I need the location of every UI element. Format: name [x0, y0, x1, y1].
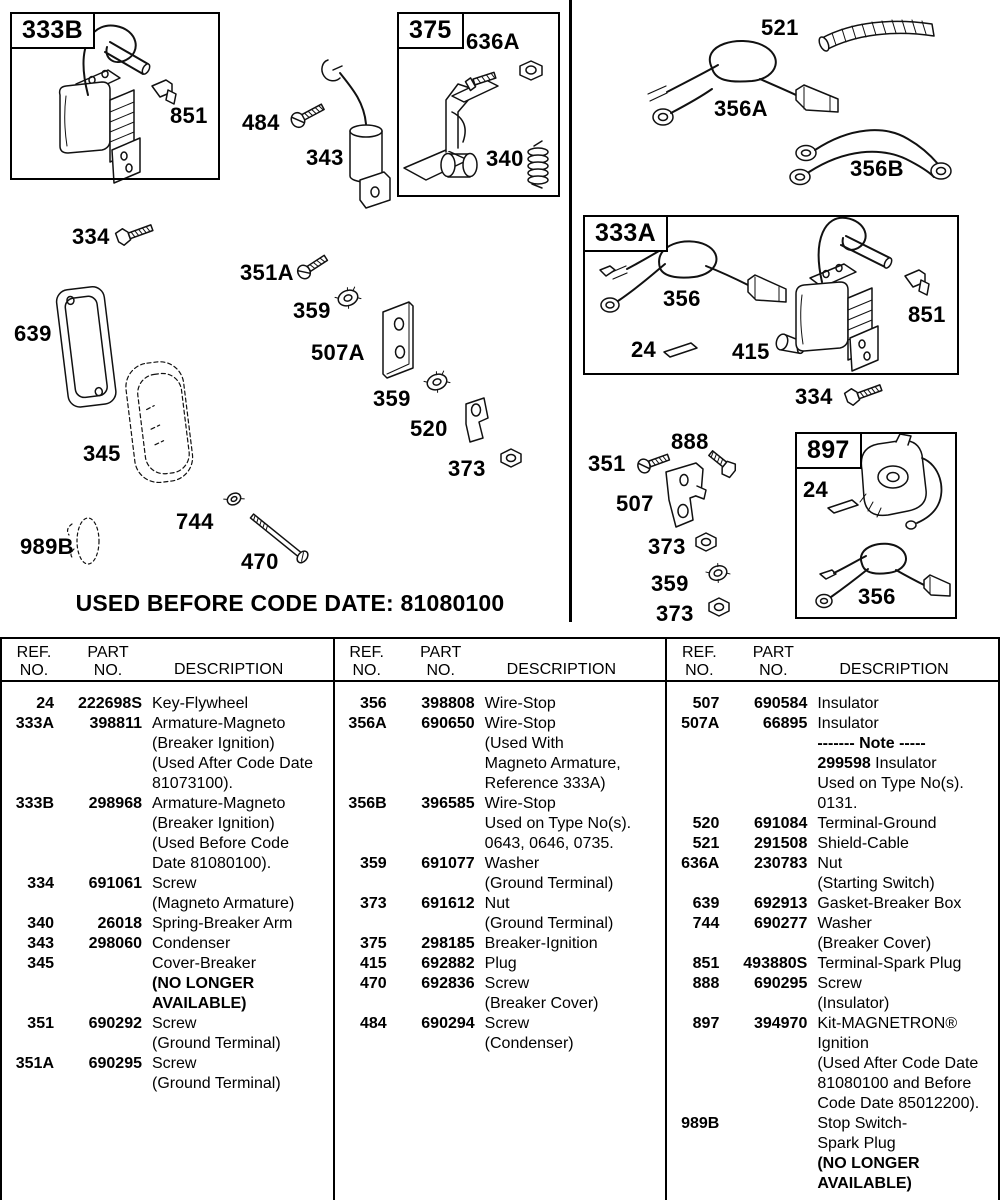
description-cell: [142, 954, 333, 1014]
table-row: [335, 974, 666, 1014]
condenser-343-drawing: [322, 60, 390, 208]
table-row: [2, 914, 333, 934]
header-ref-no: [335, 644, 399, 680]
header-ref-line1: REF.: [349, 644, 384, 661]
table-row: [335, 794, 666, 854]
description-cell: [807, 834, 998, 854]
callout-356B: 356B: [850, 156, 904, 181]
table-row: [335, 954, 666, 974]
description-cell: [807, 714, 998, 814]
description-line: (Insulator): [817, 995, 890, 1012]
description-cell: [807, 954, 998, 974]
table-row: [667, 894, 998, 914]
description-line: Screw: [817, 975, 862, 992]
callout-box-333B: 333B: [10, 12, 95, 49]
description-line: 299598 Insulator: [817, 755, 937, 772]
table-row: [335, 934, 666, 954]
description-line: Stop Switch-: [817, 1115, 908, 1132]
gasket-639-drawing: [55, 285, 117, 408]
callout-636A: 636A: [466, 29, 520, 54]
table-row: [667, 974, 998, 1014]
description-cell: [142, 874, 333, 914]
table-header: [335, 639, 666, 682]
description-line: Used on Type No(s).: [484, 815, 632, 832]
part-no-cell: [54, 954, 142, 1014]
ref-no-cell: 343: [27, 935, 54, 952]
description-line: (Used Before Code: [152, 835, 289, 852]
parts-table-column-1: [2, 639, 335, 1200]
callout-351: 351: [588, 451, 626, 476]
ref-no-cell: 356: [359, 695, 387, 712]
description-line: Screw: [152, 875, 197, 892]
callout-356a: 356: [663, 286, 701, 311]
table-row: [2, 1054, 333, 1094]
ref-no-cell: 340: [27, 915, 54, 932]
description-line: 0643, 0646, 0735.: [484, 835, 614, 852]
header-part-no: [66, 644, 150, 680]
description-line: AVAILABLE): [152, 995, 247, 1012]
callout-639: 639: [14, 321, 52, 346]
description-line: Breaker-Ignition: [484, 935, 598, 952]
description-line: Insulator: [817, 695, 879, 712]
description-line: (NO LONGER: [152, 975, 255, 992]
description-line: (Breaker Ignition): [152, 815, 275, 832]
header-ref-line2: NO.: [352, 662, 381, 679]
callout-373c: 373: [656, 601, 694, 626]
description-line: Terminal-Spark Plug: [817, 955, 962, 972]
ref-no-cell: 470: [359, 975, 387, 992]
nut-373c-drawing: [709, 598, 729, 616]
description-line: Screw: [484, 975, 530, 992]
table-header: [667, 639, 998, 682]
description-cell: [142, 1014, 333, 1054]
callout-989B: 989B: [20, 534, 74, 559]
description-cell: [807, 694, 998, 714]
part-no-cell: 298968: [88, 795, 142, 812]
description-line: Wire-Stop: [484, 795, 556, 812]
ref-no-cell: 484: [359, 1015, 387, 1032]
description-line: (Breaker Cover): [484, 995, 599, 1012]
description-line: Date 81080100).: [152, 855, 272, 872]
ref-no-cell: 356A: [348, 715, 387, 732]
ref-no-cell: 989B: [681, 1115, 720, 1132]
description-line: Nut: [817, 855, 843, 872]
callout-24b: 24: [803, 477, 829, 502]
screw-334a-drawing: [115, 219, 154, 246]
part-no-cell: 66895: [762, 715, 808, 732]
description-cell: [807, 974, 998, 1014]
header-ref-line1: REF.: [16, 644, 52, 661]
table-row: [335, 714, 666, 794]
callout-507A: 507A: [311, 340, 365, 365]
table-row: [667, 714, 998, 814]
header-part-line1: PART: [420, 644, 462, 661]
screw-334b-drawing: [844, 379, 883, 406]
table-row: [335, 894, 666, 934]
description-line: (Ground Terminal): [484, 915, 614, 932]
diagram-divider-line: [569, 0, 572, 622]
description-cell: [142, 1054, 333, 1094]
table-row: [2, 874, 333, 914]
description-line: Shield-Cable: [817, 835, 909, 852]
description-cell: [807, 894, 998, 914]
description-line: 81073100).: [152, 775, 233, 792]
header-description: DESCRIPTION: [839, 661, 949, 678]
nut-373b-drawing: [696, 533, 716, 551]
callout-851a: 851: [170, 103, 208, 128]
description-line: ------- Note -----: [817, 735, 926, 752]
callout-356b: 356: [858, 584, 896, 609]
description-line: (Used After Code Date: [152, 755, 313, 772]
callout-520: 520: [410, 416, 448, 441]
description-cell: [807, 854, 998, 894]
callout-359c: 359: [651, 571, 689, 596]
table-body-column-1: [2, 682, 333, 1094]
callout-507: 507: [616, 491, 654, 516]
ref-no-cell: 333B: [15, 795, 54, 812]
part-no-cell: 398811: [89, 715, 142, 732]
ref-no-cell: 351: [27, 1015, 54, 1032]
description-cell: [475, 714, 666, 794]
washer-359a-drawing: [333, 284, 362, 311]
description-line: (Used After Code Date: [817, 1055, 979, 1072]
callout-356A: 356A: [714, 96, 768, 121]
description-line: Washer: [484, 855, 540, 872]
description-line: Key-Flywheel: [152, 695, 249, 712]
description-line: Cover-Breaker: [152, 955, 257, 972]
part-no-cell: 230783: [753, 855, 808, 872]
description-line: Spring-Breaker Arm: [152, 915, 293, 932]
callout-373b: 373: [648, 534, 686, 559]
header-part-line1: PART: [87, 644, 129, 661]
ref-no-cell: 897: [692, 1015, 720, 1032]
table-row: [2, 954, 333, 1014]
description-cell: [142, 934, 333, 954]
ref-no-cell: 636A: [681, 855, 720, 872]
description-cell: [475, 974, 666, 1014]
table-row: [667, 694, 998, 714]
part-no-cell: 291508: [753, 835, 808, 852]
header-description: DESCRIPTION: [506, 661, 617, 678]
part-no-cell: 690584: [753, 695, 808, 712]
callout-415: 415: [732, 339, 770, 364]
callout-351A: 351A: [240, 260, 294, 285]
ref-no-cell: 639: [692, 895, 720, 912]
part-no-cell: 692882: [421, 955, 475, 972]
ref-no-cell: 415: [359, 955, 387, 972]
description-line: Ignition: [817, 1035, 869, 1052]
callout-340: 340: [486, 146, 524, 171]
description-line: (NO LONGER: [817, 1155, 920, 1172]
terminal-ground-520-drawing: [466, 398, 488, 442]
description-line: Screw: [152, 1055, 197, 1072]
description-line: (Magneto Armature): [152, 895, 295, 912]
washer-359b-drawing: [422, 368, 451, 395]
description-cell: [475, 894, 666, 934]
part-no-cell: 398808: [421, 695, 475, 712]
description-line: Kit-MAGNETRON®: [817, 1015, 958, 1032]
description-line: Plug: [484, 955, 517, 972]
description-line: 0131.: [817, 795, 858, 812]
screw-351A-drawing: [295, 252, 329, 281]
part-no-cell: 690294: [421, 1015, 475, 1032]
table-row: [2, 794, 333, 874]
ref-no-cell: 521: [692, 835, 720, 852]
description-line: Gasket-Breaker Box: [817, 895, 962, 912]
part-no-cell: 692836: [421, 975, 475, 992]
insulator-507-drawing: [666, 463, 706, 527]
description-line: AVAILABLE): [817, 1175, 912, 1192]
parts-table-column-3: [667, 639, 998, 1200]
screw-351-drawing: [636, 451, 671, 475]
ref-no-cell: 333A: [15, 715, 54, 732]
header-part-line1: PART: [752, 644, 794, 661]
table-row: [2, 1014, 333, 1054]
table-row: [667, 854, 998, 894]
table-row: [667, 814, 998, 834]
part-no-cell: 691612: [421, 895, 475, 912]
header-part-line2: NO.: [759, 662, 788, 679]
screw-888-drawing: [705, 448, 738, 479]
parts-table-column-2: [335, 639, 668, 1200]
nut-373a-drawing: [501, 449, 521, 467]
callout-box-333A: 333A: [583, 215, 668, 252]
header-part-no: [731, 644, 815, 680]
description-cell: [807, 1014, 998, 1114]
description-cell: [475, 934, 666, 954]
description-line: 81080100 and Before: [817, 1075, 972, 1092]
ref-no-cell: 507: [692, 695, 720, 712]
callout-343: 343: [306, 145, 344, 170]
description-line: Screw: [152, 1015, 197, 1032]
part-no-cell: 690650: [421, 715, 475, 732]
callout-373a: 373: [448, 456, 486, 481]
table-row: [2, 694, 333, 714]
part-no-cell: 691077: [421, 855, 475, 872]
description-line: (Ground Terminal): [152, 1075, 281, 1092]
description-cell: [475, 954, 666, 974]
part-no-cell: 692913: [753, 895, 808, 912]
header-ref-line1: REF.: [682, 644, 717, 661]
description-line: (Starting Switch): [817, 875, 935, 892]
description-cell: [475, 794, 666, 854]
callout-521: 521: [761, 15, 799, 40]
part-no-cell: 222698S: [77, 695, 142, 712]
callout-484: 484: [242, 110, 280, 135]
description-line: Wire-Stop: [484, 695, 556, 712]
header-ref-line2: NO.: [685, 662, 714, 679]
table-row: [2, 934, 333, 954]
ref-no-cell: 888: [692, 975, 720, 992]
description-line: (Ground Terminal): [152, 1035, 281, 1052]
callout-345: 345: [83, 441, 121, 466]
description-line: Spark Plug: [817, 1135, 896, 1152]
description-line: Condenser: [152, 935, 231, 952]
table-row: [667, 914, 998, 954]
description-line: (Breaker Cover): [817, 935, 932, 952]
ref-no-cell: 744: [692, 915, 720, 932]
description-line: Washer: [817, 915, 872, 932]
description-line: Used on Type No(s).: [817, 775, 964, 792]
header-part-line2: NO.: [93, 662, 123, 679]
description-cell: [807, 914, 998, 954]
callout-359a: 359: [293, 298, 331, 323]
callout-334a: 334: [72, 224, 110, 249]
part-no-cell: 298060: [88, 935, 142, 952]
ref-no-cell: 356B: [348, 795, 387, 812]
ref-no-cell: 359: [359, 855, 387, 872]
part-no-cell: 493880S: [743, 955, 808, 972]
description-line: Insulator: [817, 715, 879, 732]
part-no-cell: 691084: [753, 815, 808, 832]
table-row: [335, 854, 666, 894]
description-cell: [475, 1014, 666, 1054]
ref-no-cell: 851: [692, 955, 720, 972]
ref-no-cell: 345: [27, 955, 54, 972]
ref-no-cell: 520: [692, 815, 720, 832]
description-cell: [475, 694, 666, 714]
ref-no-cell: 373: [359, 895, 387, 912]
ref-no-cell: 334: [27, 875, 54, 892]
description-line: Code Date 85012200).: [817, 1095, 980, 1112]
callout-359b: 359: [373, 386, 411, 411]
description-cell: [807, 814, 998, 834]
insulator-507A-drawing: [383, 302, 413, 378]
callout-334b: 334: [795, 384, 833, 409]
table-row: [667, 1014, 998, 1114]
description-line: (Condenser): [484, 1035, 574, 1052]
description-cell: [807, 1114, 998, 1194]
table-row: [2, 714, 333, 794]
used-before-code-date-caption: USED BEFORE CODE DATE: 81080100: [75, 590, 505, 616]
description-cell: [142, 694, 333, 714]
description-line: (Used With: [484, 735, 564, 752]
table-row: [335, 694, 666, 714]
description-line: Armature-Magneto: [152, 795, 286, 812]
description-line: Magneto Armature,: [484, 755, 621, 772]
table-row: [667, 834, 998, 854]
ref-no-cell: 351A: [15, 1055, 54, 1072]
header-part-no: [399, 644, 483, 680]
description-line: (Ground Terminal): [484, 875, 614, 892]
description-cell: [142, 714, 333, 794]
screw-484-drawing: [289, 100, 327, 129]
washer-744-drawing: [223, 490, 244, 509]
part-no-cell: 298185: [421, 935, 475, 952]
part-no-cell: 690277: [753, 915, 808, 932]
parts-table: [0, 637, 1000, 1200]
header-ref-no: [667, 644, 731, 680]
ref-no-cell: 24: [36, 695, 54, 712]
table-body-column-3: [667, 682, 998, 1194]
header-part-line2: NO.: [426, 662, 455, 679]
part-no-cell: 26018: [97, 915, 142, 932]
description-cell: [475, 854, 666, 894]
callout-888: 888: [671, 429, 709, 454]
description-cell: [142, 794, 333, 874]
part-no-cell: 691061: [88, 875, 142, 892]
callout-744: 744: [176, 509, 214, 534]
cover-breaker-345-drawing: [123, 359, 195, 485]
callout-box-897: 897: [795, 432, 862, 469]
callout-470: 470: [241, 549, 279, 574]
description-line: Armature-Magneto: [152, 715, 286, 732]
table-header: [2, 639, 333, 682]
washer-359c-drawing: [705, 561, 732, 585]
description-line: (Breaker Ignition): [152, 735, 275, 752]
callout-24a: 24: [631, 337, 657, 362]
table-row: [667, 954, 998, 974]
shield-cable-521-drawing: [817, 20, 934, 52]
table-row: [335, 1014, 666, 1054]
header-ref-no: [2, 644, 66, 680]
header-description: DESCRIPTION: [174, 661, 284, 678]
ref-no-cell: 507A: [681, 715, 720, 732]
callout-box-375: 375: [397, 12, 464, 49]
description-line: Nut: [484, 895, 510, 912]
callout-851b: 851: [908, 302, 946, 327]
part-no-cell: 396585: [421, 795, 475, 812]
description-line: Reference 333A): [484, 775, 606, 792]
description-line: Terminal-Ground: [817, 815, 937, 832]
description-line: Screw: [484, 1015, 530, 1032]
description-line: Wire-Stop: [484, 715, 556, 732]
ref-no-cell: 375: [359, 935, 387, 952]
part-no-cell: 394970: [753, 1015, 808, 1032]
part-no-cell: 690295: [753, 975, 808, 992]
table-body-column-2: [335, 682, 666, 1054]
table-row: [667, 1114, 998, 1194]
description-cell: [142, 914, 333, 934]
part-no-cell: 690292: [88, 1015, 142, 1032]
part-no-cell: [719, 1114, 807, 1194]
part-no-cell: 690295: [88, 1055, 142, 1072]
header-ref-line2: NO.: [19, 662, 49, 679]
